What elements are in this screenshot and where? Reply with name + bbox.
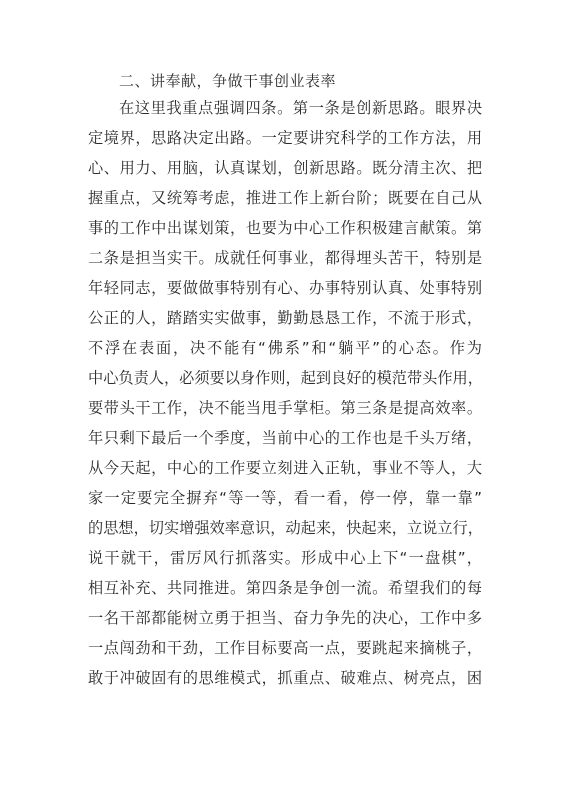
body-line: 家一定要完全摒弃“等一等，看一看，停一停，靠一靠” [88,489,482,507]
body-line: 的思想，切实增强效率意识，动起来，快起来，立说立行， [88,519,483,537]
body-line: 一点闯劲和干劲，工作目标要高一点，要跳起来摘桃子， [88,639,482,657]
body-line: 不浮在表面，决不能有“佛系”和“躺平”的心态。作为 [88,339,482,357]
body-line: 一名干部都能树立勇于担当、奋力争先的决心，工作中多 [88,609,482,627]
body-line: 事的工作中出谋划策，也要为中心工作积极建言献策。第 [88,219,482,237]
body-line: 敢于冲破固有的思维模式，抓重点、破难点、树亮点，困 [88,669,482,687]
body-line: 握重点，又统筹考虑，推进工作上新台阶；既要在自己从 [88,189,482,207]
body-line: 公正的人，踏踏实实做事，勤勤恳恳工作，不流于形式， [88,309,482,327]
body-line: 从今天起，中心的工作要立刻进入正轨，事业不等人，大 [88,459,482,477]
body-line: 定境界，思路决定出路。一定要讲究科学的工作方法，用 [88,129,482,147]
body-line: 要带头干工作，决不能当甩手掌柜。第三条是提高效率。 [88,399,482,417]
body-line: 心、用力、用脑，认真谋划，创新思路。既分清主次、把 [88,159,482,177]
body-line: 年只剩下最后一个季度，当前中心的工作也是千头万绪， [88,429,482,447]
body-line: 相互补充、共同推进。第四条是争创一流。希望我们的每 [88,579,482,597]
body-line: 二条是担当实干。成就任何事业，都得埋头苦干，特别是 [88,249,482,267]
body-line: 说干就干，雷厉风行抓落实。形成中心上下“一盘棋”， [88,549,482,567]
body-line: 年轻同志，要做做事特别有心、办事特别认真、处事特别 [88,279,482,297]
body-line: 中心负责人，必须要以身作则，起到良好的模范带头作用， [88,369,483,387]
section-heading: 二、讲奉献，争做干事创业表率 [119,72,337,90]
body-line: 在这里我重点强调四条。第一条是创新思路。眼界决 [119,99,482,117]
